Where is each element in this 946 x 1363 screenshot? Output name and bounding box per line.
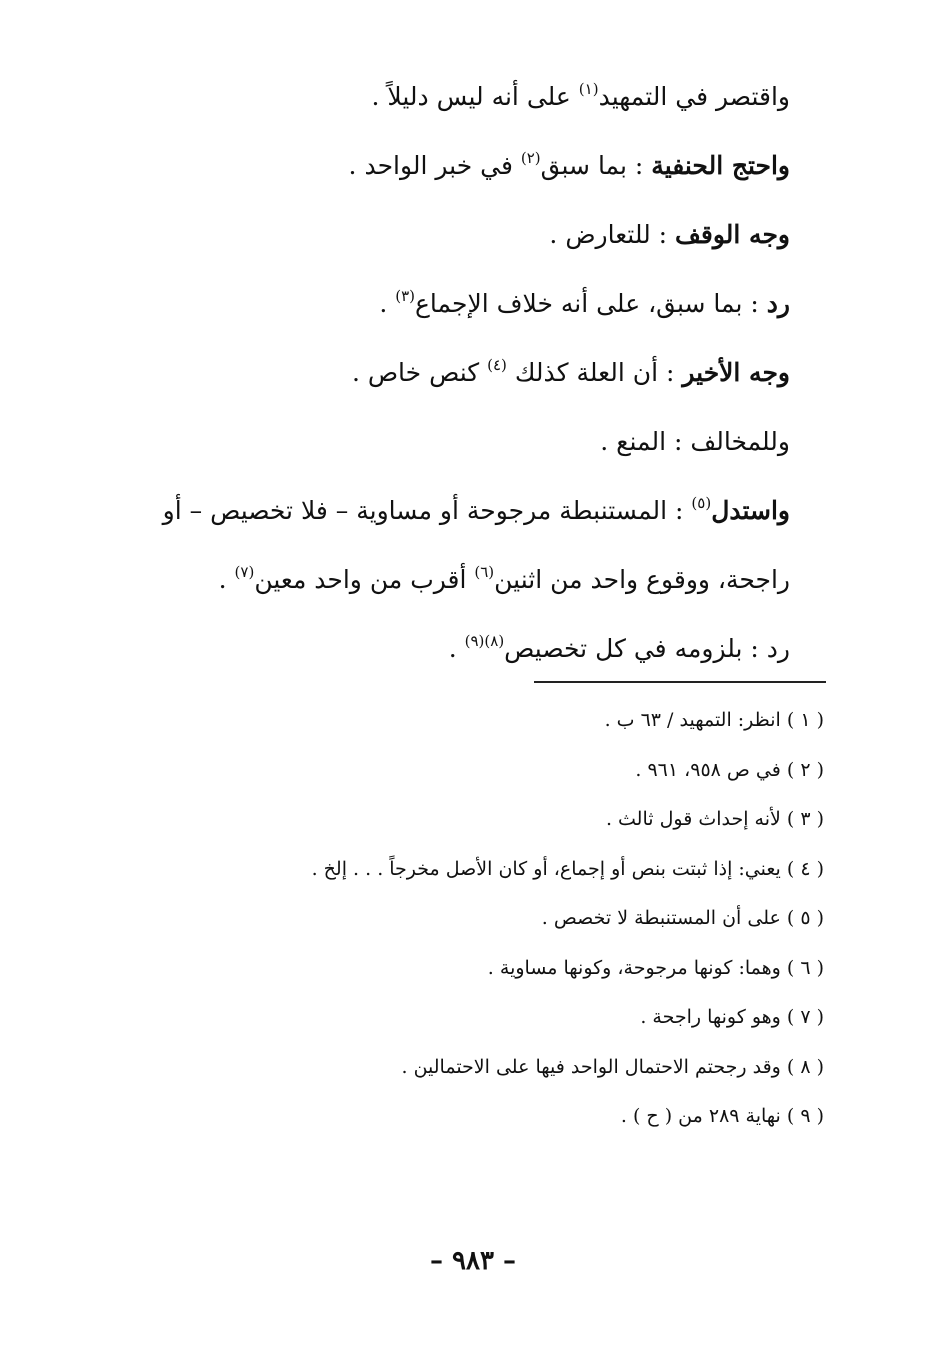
paragraph-8-tail: . [218,565,235,594]
footnote-1: ( ١ ) انظر: التمهيد / ٦٣ ب . [604,709,824,731]
paragraph-3-text: : للتعارض . [549,220,676,249]
paragraph-2-heading: واحتج الحنفية [651,151,790,180]
paragraph-2-tail: في خبر الواحد . [348,151,521,180]
footnote-8: ( ٨ ) وقد رجحتم الاحتمال الواحد فيها على الاحتمالين . [401,1055,824,1078]
paragraph-3-heading: وجه الوقف [675,220,790,249]
paragraph-5-tail: كنص خاص . [351,358,488,387]
footnote-ref-6: (٦) [474,563,495,581]
paragraph-3 [100,200,790,269]
footnote-ref-2: (٢) [520,149,541,167]
paragraph-4-tail: . [379,289,396,318]
paragraph-9-text: رد : بلزومه في كل تخصيص [504,634,790,663]
footnote-ref-5: (٥) [691,494,712,512]
footnotes [200,696,824,1142]
paragraph-1-text: واقتصر في التمهيد [598,82,790,111]
footnote-3: ( ٣ ) لأنه إحداث قول ثالث . [605,808,824,830]
paragraph-6-text: وللمخالف : المنع . [600,427,790,456]
main-text [100,62,790,683]
footnote-7: ( ٧ ) وهو كونها راجحة . [640,1006,824,1028]
paragraph-4 [100,269,790,338]
paragraph-9 [100,614,790,683]
paragraph-5-text: : أن العلة كذلك [506,358,683,387]
paragraph-1-tail: على أنه ليس دليلاً . [371,82,579,111]
footnote-ref-4: (٤) [487,356,507,374]
paragraph-5-heading: وجه الأخير [682,358,790,387]
paragraph-7-heading: واستدل [711,496,790,525]
footnote-ref-7: (٧) [234,563,255,581]
paragraph-7-text: : المستنبطة مرجوحة أو مساوية – فلا تخصيص – أو [162,496,692,525]
footnote-9: ( ٩ ) نهاية ٢٨٩ من ( ح ) . [620,1105,824,1127]
footnote-4: ( ٤ ) يعني: إذا ثبتت بنص أو إجماع، أو كان الأصل مخرجاً . . . إلخ . [311,857,824,880]
paragraph-9-tail: . [448,634,465,663]
paragraph-4-text: : بما سبق، على أنه خلاف الإجماع [415,289,767,318]
paragraph-8-middle: أقرب من واحد معين [254,565,475,594]
page-number: – ٩٨٣ – [429,1246,517,1276]
footnote-separator [534,681,826,683]
paragraph-8 [60,545,790,614]
paragraph-1 [100,62,790,131]
paragraph-2-text: : بما سبق [540,151,652,180]
footnote-5: ( ٥ ) على أن المستنبطة لا تخصص . [541,907,824,929]
paragraph-7 [60,476,790,545]
footnote-ref-1: (١) [578,80,599,98]
footnote-6: ( ٦ ) وهما: كونها مرجوحة، وكونها مساوية . [487,956,824,979]
paragraph-5 [100,338,790,407]
footnote-ref-3: (٣) [395,287,416,305]
paragraph-2 [100,131,790,200]
paragraph-4-heading: رد [766,289,790,318]
paragraph-8-text: راجحة، ووقوع واحد من اثنين [494,565,790,594]
footnote-2: ( ٢ ) في ص ٩٥٨، ٩٦١ . [635,758,824,781]
footnote-ref-8-9: (٨)(٩) [464,632,505,650]
paragraph-6 [100,407,790,476]
